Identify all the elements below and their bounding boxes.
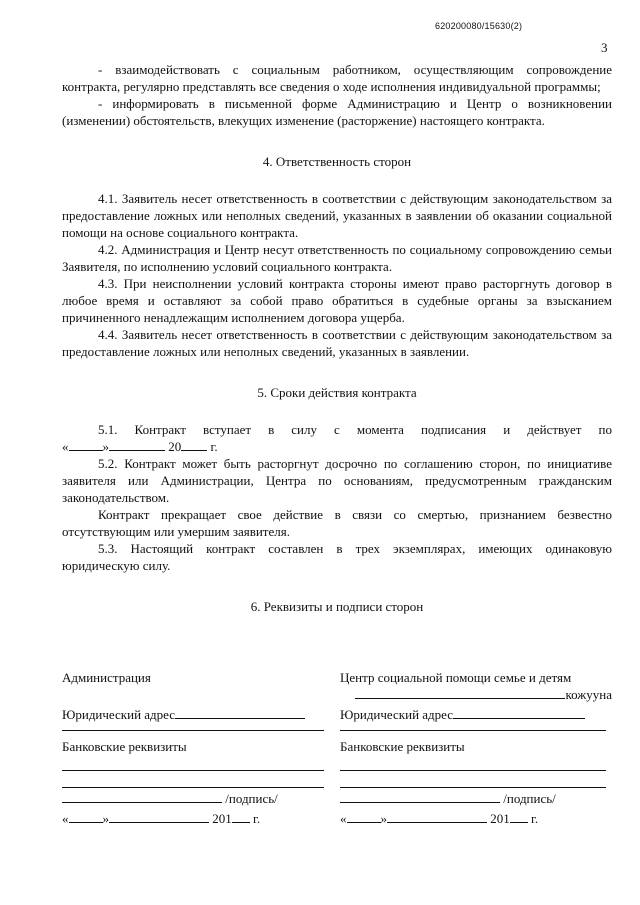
paragraph-5-3: 5.3. Настоящий контракт составлен в трех экземплярах, имеющих одинаковую юридическую силу. [62,541,612,573]
month-blank [109,810,209,823]
party-name-administration: Администрация [62,670,151,685]
day-blank [69,438,103,451]
signature-blank [340,790,500,803]
document-body [62,61,612,635]
paragraph-4-2: 4.2. Администрация и Центр несут ответственность по социальному сопровождению семьи Заявителя, по исполнению условий социального контракта. [62,242,612,274]
date-quote-close: » [380,811,387,826]
bank-label-left: Банковские реквизиты [62,739,187,754]
bank-line-1 [62,770,324,771]
legal-address-line-2 [62,730,324,731]
legal-address-row-right [340,706,612,723]
legal-address-line-2 [340,730,606,731]
date-year-suffix: г. [210,439,218,454]
date-row-left [62,810,332,827]
date-quote-close: » [102,811,109,826]
month-blank [109,438,165,451]
paragraph-5-1 [62,421,612,438]
kozhuun-blank [355,686,565,699]
signature-label: /подпись/ [225,791,278,806]
signature-blank [62,790,222,803]
legal-address-blank [175,706,305,719]
page-number: 3 [601,40,608,55]
legal-address-label: Юридический адрес [340,707,454,722]
day-blank [69,810,103,823]
legal-address-blank [453,706,585,719]
kozhuun-row [340,686,612,703]
date-quote-close: » [102,439,109,454]
date-quote-open: « [340,811,347,826]
date-quote-open: « [62,811,69,826]
bank-line-1 [340,770,606,771]
requisites-administration [62,669,332,827]
section-4-title: 4. Ответственность сторон [262,154,412,169]
signature-label: /подпись/ [503,791,556,806]
paragraph-bullet-2: - информировать в письменной форме Администрацию и Центр о возникновении (изменении) обстоятельств, влекущих изменение (расторжение) настоящего контракта. [62,96,612,128]
paragraph-4-1: 4.1. Заявитель несет ответственность в соответствии с действующим законодательством за предоставление ложных или неполных сведений, указанных в заявлении об оказании социальной помощи на основе социального контракта. [62,191,612,240]
bank-line-2 [62,787,324,788]
date-year-suffix: г. [531,811,539,826]
bank-label-right: Банковские реквизиты [340,739,465,754]
paragraph-5-1-date [62,438,612,455]
legal-address-row-left [62,706,332,723]
date-year-prefix: 201 [490,811,510,826]
document-id: 620200080/15630(2) [435,21,523,31]
month-blank [387,810,487,823]
year-blank [181,438,207,451]
date-year-prefix: 201 [212,811,232,826]
paragraph-5-2: 5.2. Контракт может быть расторгнут досрочно по соглашению сторон, по инициативе заявителя или Администрации, Центра по основаниям, предусмотренным гражданским законодательством. [62,456,612,505]
day-blank [347,810,381,823]
signature-row-right [340,790,612,807]
section-5-title: 5. Сроки действия контракта [257,385,417,400]
date-year-prefix: 20 [168,439,182,454]
signature-row-left [62,790,332,807]
legal-address-label: Юридический адрес [62,707,176,722]
paragraph-5-2b: Контракт прекращает свое действие в связи со смертью, признанием безвестно отсутствующим или умершим заявителя. [62,507,612,539]
paragraph-4-3: 4.3. При неисполнении условий контракта стороны имеют право расторгнуть договор в любое время и оставляют за собой право обратиться в судебные органы за взысканием причиненного ненадлежащим исполнением договора ущерба. [62,276,612,325]
section-6-title: 6. Реквизиты и подписи сторон [250,599,424,614]
date-quote-open: « [62,439,69,454]
date-year-suffix: г. [253,811,261,826]
paragraph-4-4: 4.4. Заявитель несет ответственность в соответствии с действующим законодательством за предоставление ложных или неполных сведений, указанных в заявлении. [62,327,612,359]
requisites-center [340,669,612,827]
paragraph-bullet-1: - взаимодействовать с социальным работником, осуществляющим сопровождение контракта, регулярно представлять все сведения о ходе исполнения индивидуальной программы; [62,62,612,94]
year-blank [232,810,250,823]
paragraph-5-1-text: 5.1. Контракт вступает в силу с момента подписания и действует по [98,422,612,437]
year-blank [510,810,528,823]
party-name-center: Центр социальной помощи семье и детям [340,670,572,685]
kozhuun-label: кожууна [565,687,612,702]
bank-line-2 [340,787,606,788]
date-row-right [340,810,612,827]
